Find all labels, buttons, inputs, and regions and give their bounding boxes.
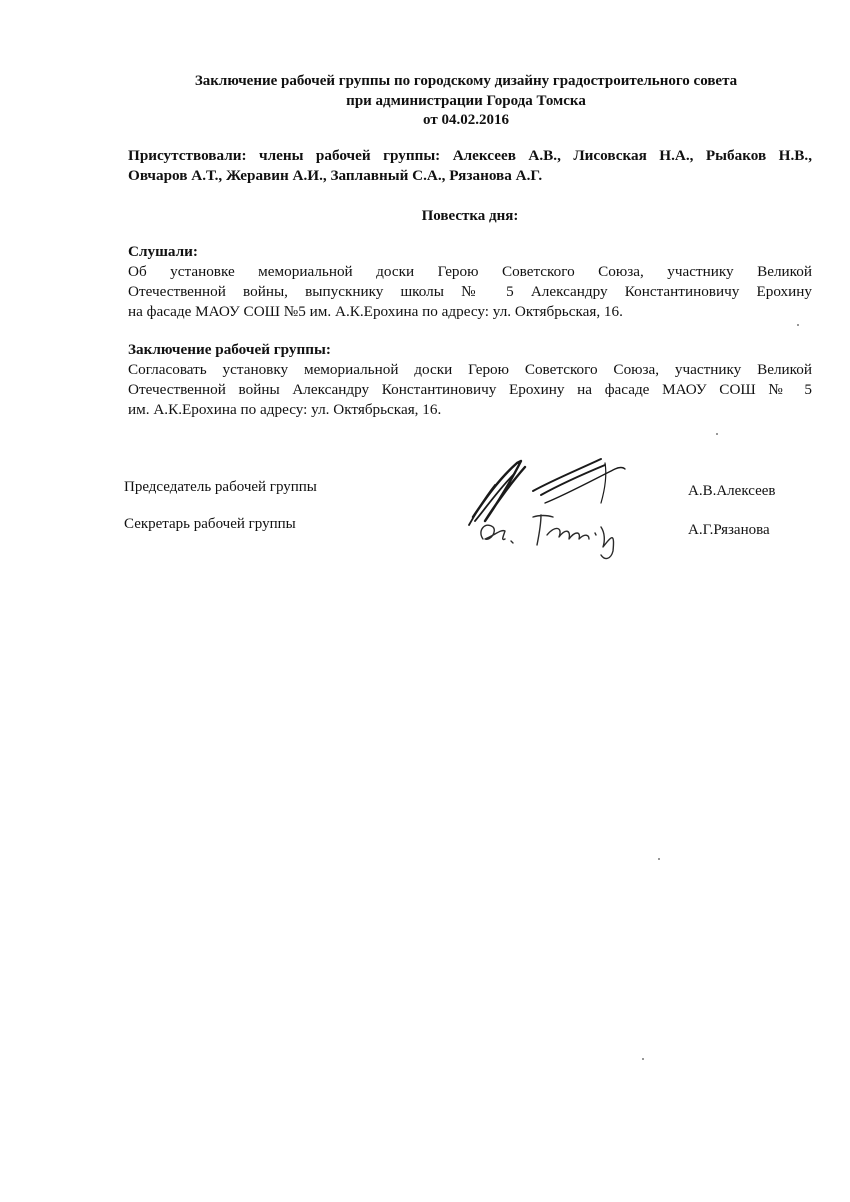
- chair-label: Председатель рабочей группы: [124, 479, 317, 495]
- attendees-paragraph: [128, 146, 812, 186]
- heard-section: [128, 242, 812, 322]
- attendees-line-1: Присутствовали: члены рабочей группы: Алексеев А.В., Лисовская Н.А., Рыбаков Н.В.,: [128, 147, 812, 164]
- secretary-label: Секретарь рабочей группы: [124, 516, 296, 532]
- secretary-name: А.Г.Рязанова: [688, 522, 770, 538]
- heard-line-2: Отечественной войны, выпускнику школы № 5 Александру Константиновичу Ерохину: [128, 283, 812, 300]
- heard-line-1: Об установке мемориальной доски Герою Советского Союза, участнику Великой: [128, 263, 812, 280]
- attendees-line-2: Овчаров А.Т., Жеравин А.И., Заплавный С.А., Рязанова А.Г.: [128, 167, 543, 184]
- conclusion-body: [128, 360, 812, 420]
- scan-speck: [642, 1058, 644, 1060]
- heard-line-3: на фасаде МАОУ СОШ №5 им. А.К.Ерохина по адресу: ул. Октябрьская, 16.: [128, 303, 623, 320]
- scan-speck: [797, 324, 799, 326]
- signature-secretary: [481, 515, 614, 558]
- agenda-heading: Повестка дня:: [421, 208, 519, 224]
- heard-heading: Слушали:: [128, 243, 198, 260]
- scan-speck: [658, 858, 660, 860]
- title-date: от 04.02.2016: [423, 112, 509, 128]
- conclusion-section: [128, 340, 812, 420]
- conclusion-line-2: Отечественной войны Александру Константиновичу Ерохину на фасаде МАОУ СОШ № 5: [128, 381, 812, 398]
- title-line-2: при администрации Города Томска: [346, 92, 586, 109]
- document-title: [126, 72, 806, 131]
- chair-name: А.В.Алексеев: [688, 483, 776, 499]
- conclusion-heading: Заключение рабочей группы:: [128, 341, 331, 358]
- title-line-1: Заключение рабочей группы по городскому дизайну градостроительного совета: [194, 73, 738, 89]
- conclusion-line-3: им. А.К.Ерохина по адресу: ул. Октябрьская, 16.: [128, 401, 442, 418]
- scan-speck: [716, 433, 718, 435]
- conclusion-line-1: Согласовать установку мемориальной доски Герою Советского Союза, участнику Великой: [128, 361, 812, 378]
- handwritten-signatures: [455, 455, 645, 565]
- heard-body: [128, 262, 812, 322]
